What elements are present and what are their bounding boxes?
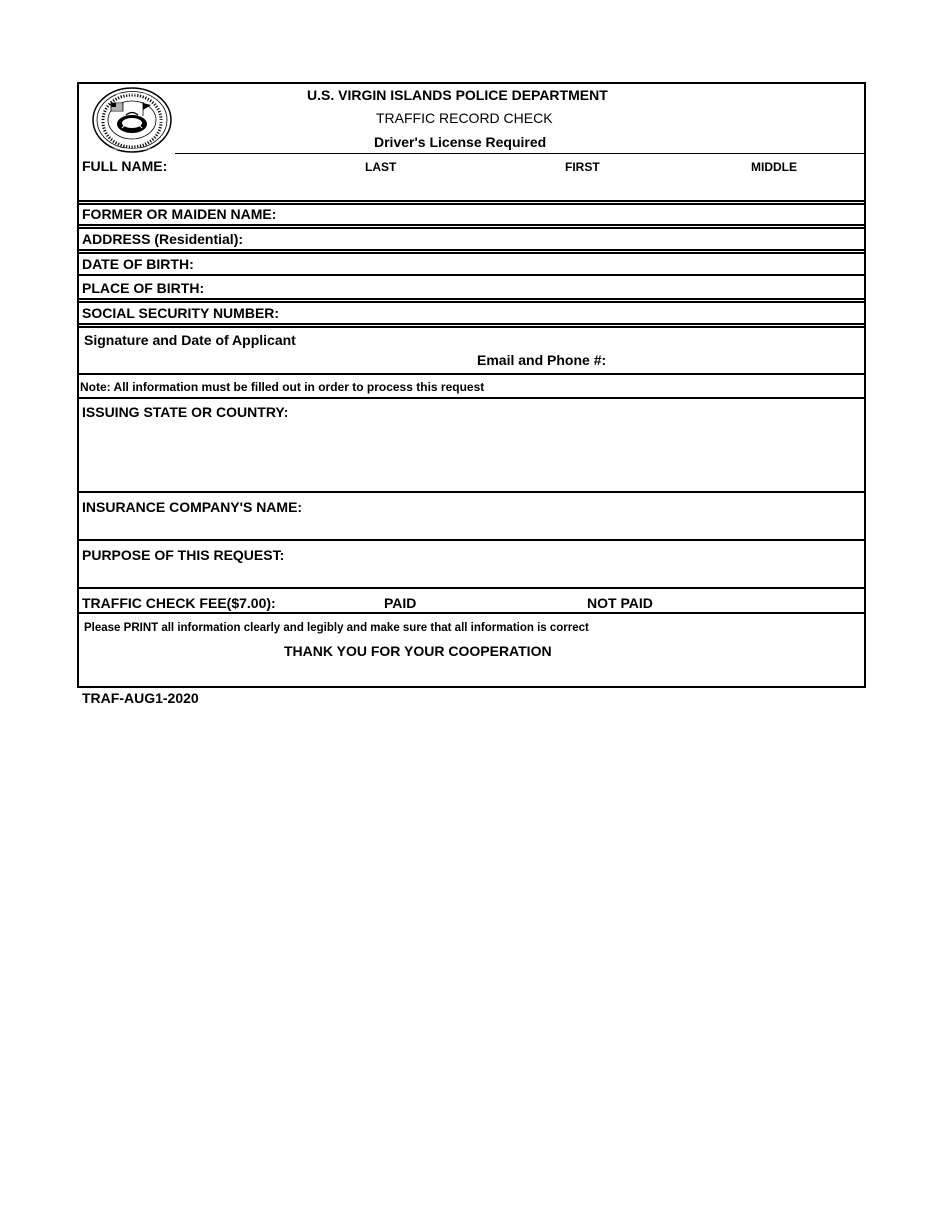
traffic-check-fee-label: TRAFFIC CHECK FEE($7.00): bbox=[82, 595, 276, 611]
first-name-label: FIRST bbox=[565, 160, 600, 174]
form-code: TRAF-AUG1-2020 bbox=[82, 690, 199, 706]
full-name-label: FULL NAME: bbox=[82, 158, 168, 174]
middle-name-label: MIDDLE bbox=[751, 160, 797, 174]
purpose-label: PURPOSE OF THIS REQUEST: bbox=[82, 547, 285, 563]
print-instruction: Please PRINT all information clearly and legibly and make sure that all information is correct bbox=[84, 622, 589, 634]
email-phone-label: Email and Phone #: bbox=[477, 352, 607, 368]
signature-label: Signature and Date of Applicant bbox=[84, 332, 296, 348]
divider bbox=[77, 397, 866, 399]
divider bbox=[77, 587, 866, 589]
divider bbox=[77, 203, 866, 205]
traffic-record-check-form bbox=[77, 82, 866, 688]
issuing-state-label: ISSUING STATE OR COUNTRY: bbox=[82, 404, 289, 420]
date-of-birth-label: DATE OF BIRTH: bbox=[82, 256, 194, 272]
place-of-birth-label: PLACE OF BIRTH: bbox=[82, 280, 205, 296]
header-divider bbox=[175, 153, 864, 154]
last-name-label: LAST bbox=[365, 160, 397, 174]
divider bbox=[77, 323, 866, 325]
divider bbox=[77, 301, 866, 303]
divider bbox=[77, 227, 866, 229]
department-name: U.S. VIRGIN ISLANDS POLICE DEPARTMENT bbox=[307, 87, 608, 103]
form-title: TRAFFIC RECORD CHECK bbox=[376, 110, 553, 126]
not-paid-option: NOT PAID bbox=[587, 595, 653, 611]
paid-option: PAID bbox=[384, 595, 417, 611]
divider bbox=[77, 612, 866, 614]
thank-you-text: THANK YOU FOR YOUR COOPERATION bbox=[284, 643, 552, 659]
divider bbox=[77, 224, 866, 226]
ssn-label: SOCIAL SECURITY NUMBER: bbox=[82, 305, 280, 321]
seal-top-text: POLICE DEPARTMENT bbox=[115, 92, 149, 96]
divider bbox=[77, 200, 866, 202]
divider bbox=[77, 539, 866, 541]
divider bbox=[77, 373, 866, 375]
divider bbox=[77, 249, 866, 251]
form-subtitle: Driver's License Required bbox=[374, 134, 547, 150]
insurance-label: INSURANCE COMPANY'S NAME: bbox=[82, 499, 303, 515]
note-text: Note: All information must be filled out in order to process this request bbox=[80, 380, 485, 394]
divider bbox=[77, 274, 866, 276]
divider bbox=[77, 326, 866, 328]
address-label: ADDRESS (Residential): bbox=[82, 231, 244, 247]
seal-bottom-text: UNITED STATES VIRGIN ISLANDS bbox=[107, 147, 157, 151]
divider bbox=[77, 298, 866, 300]
former-name-label: FORMER OR MAIDEN NAME: bbox=[82, 206, 277, 222]
divider bbox=[77, 252, 866, 254]
police-seal bbox=[91, 86, 173, 154]
divider bbox=[77, 491, 866, 493]
